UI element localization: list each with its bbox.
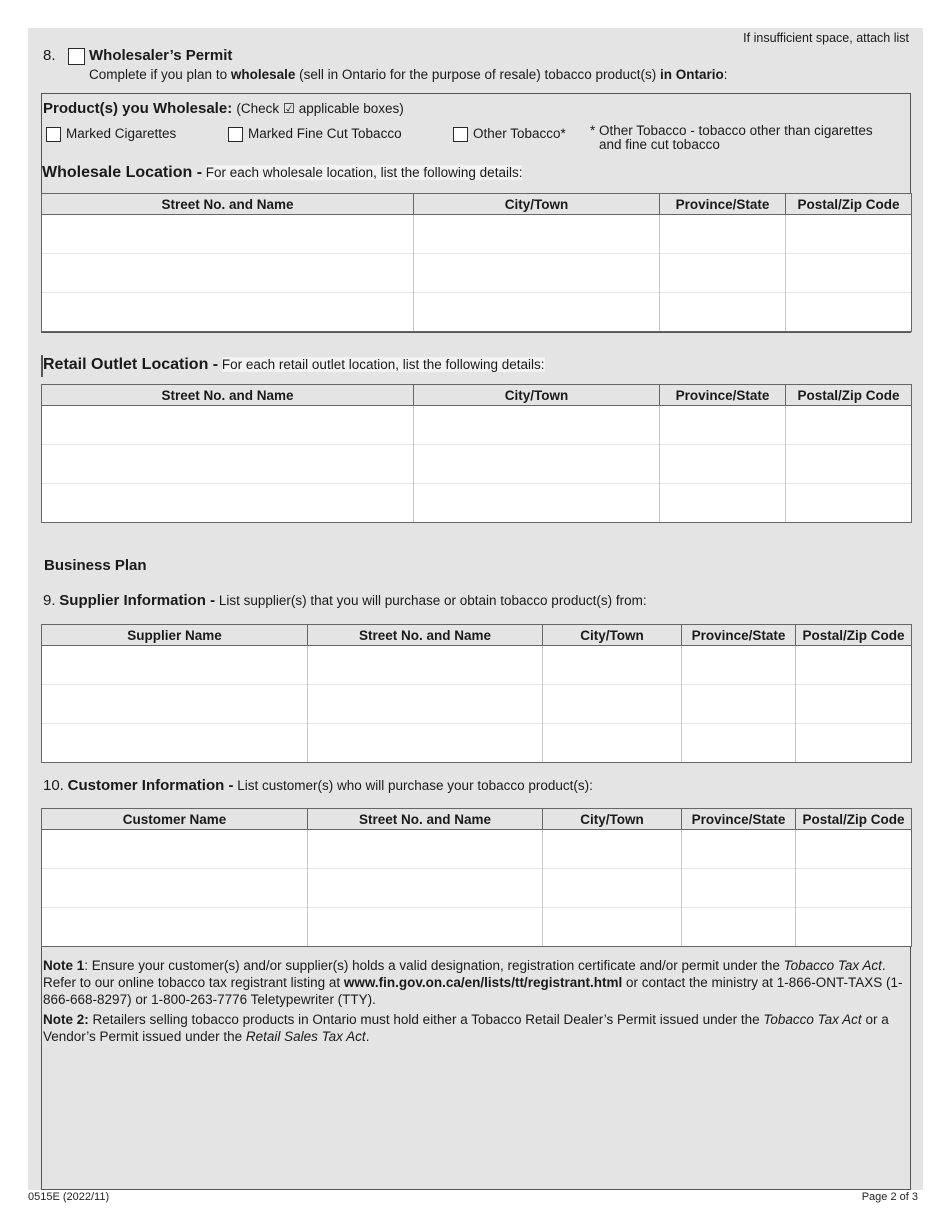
attach-list-note: If insufficient space, attach list — [743, 31, 909, 45]
customer-table — [41, 808, 912, 947]
input-cell[interactable] — [42, 254, 414, 293]
column-header: Postal/Zip Code — [796, 809, 912, 830]
table-header-row — [42, 625, 912, 646]
input-cell[interactable] — [42, 406, 414, 445]
input-cell[interactable] — [308, 869, 543, 908]
input-cell[interactable] — [414, 406, 660, 445]
table-row — [42, 406, 912, 445]
input-cell[interactable] — [308, 646, 543, 685]
input-cell[interactable] — [308, 908, 543, 947]
column-header: Street No. and Name — [308, 809, 543, 830]
table-header-row — [42, 809, 912, 830]
column-header: Province/State — [682, 809, 796, 830]
other-tobacco-checkbox[interactable] — [453, 127, 468, 142]
input-cell[interactable] — [786, 293, 912, 332]
input-cell[interactable] — [308, 685, 543, 724]
input-cell[interactable] — [796, 869, 912, 908]
column-header: Customer Name — [42, 809, 308, 830]
page-number: Page 2 of 3 — [861, 1191, 918, 1203]
input-cell[interactable] — [42, 293, 414, 332]
products-heading: Product(s) you Wholesale: (Check ☑ applicable boxes) — [43, 100, 404, 117]
table-row — [42, 724, 912, 763]
input-cell[interactable] — [42, 869, 308, 908]
input-cell[interactable] — [414, 445, 660, 484]
input-cell[interactable] — [682, 724, 796, 763]
input-cell[interactable] — [660, 254, 786, 293]
column-header: City/Town — [414, 385, 660, 406]
wholesale-location-heading: Wholesale Location - For each wholesale location, list the following details: — [42, 164, 523, 181]
input-cell[interactable] — [414, 484, 660, 523]
input-cell[interactable] — [42, 215, 414, 254]
table-row — [42, 869, 912, 908]
other-tobacco-footnote: * Other Tobacco - tobacco other than cigarettes and fine cut tobacco — [590, 123, 873, 152]
input-cell[interactable] — [543, 646, 682, 685]
column-header: Street No. and Name — [42, 194, 414, 215]
input-cell[interactable] — [660, 215, 786, 254]
table-row — [42, 646, 912, 685]
customer-heading: 10. Customer Information - List customer(s) who will purchase your tobacco product(s): — [43, 777, 593, 794]
input-cell[interactable] — [543, 869, 682, 908]
supplier-table — [41, 624, 912, 763]
table-row — [42, 215, 912, 254]
table-row — [42, 685, 912, 724]
supplier-heading: 9. Supplier Information - List supplier(s) that you will purchase or obtain tobacco product(s) from: — [43, 592, 647, 609]
input-cell[interactable] — [660, 406, 786, 445]
wholesaler-permit-checkbox[interactable] — [68, 48, 85, 65]
table-row — [42, 445, 912, 484]
wholesale-location-table — [41, 193, 912, 332]
table-row — [42, 293, 912, 332]
column-header: City/Town — [543, 809, 682, 830]
input-cell[interactable] — [543, 830, 682, 869]
marked-cigarettes-checkbox[interactable] — [46, 127, 61, 142]
input-cell[interactable] — [682, 830, 796, 869]
retail-location-table — [41, 384, 912, 523]
section8-number: 8. — [43, 47, 56, 64]
input-cell[interactable] — [543, 685, 682, 724]
table-row — [42, 908, 912, 947]
table-header-row — [42, 194, 912, 215]
marked-cigarettes-label: Marked Cigarettes — [66, 126, 177, 141]
input-cell[interactable] — [543, 908, 682, 947]
input-cell[interactable] — [660, 445, 786, 484]
input-cell[interactable] — [543, 724, 682, 763]
input-cell[interactable] — [682, 685, 796, 724]
input-cell[interactable] — [414, 215, 660, 254]
input-cell[interactable] — [42, 724, 308, 763]
business-plan-heading: Business Plan — [44, 557, 147, 574]
marked-fine-cut-tobacco-checkbox[interactable] — [228, 127, 243, 142]
input-cell[interactable] — [786, 406, 912, 445]
input-cell[interactable] — [796, 685, 912, 724]
input-cell[interactable] — [682, 908, 796, 947]
table-row — [42, 484, 912, 523]
column-header: Postal/Zip Code — [796, 625, 912, 646]
input-cell[interactable] — [682, 646, 796, 685]
retail-location-heading: Retail Outlet Location - For each retail outlet location, list the following details: — [43, 356, 545, 373]
column-header: Postal/Zip Code — [786, 194, 912, 215]
input-cell[interactable] — [42, 685, 308, 724]
column-header: City/Town — [543, 625, 682, 646]
input-cell[interactable] — [796, 830, 912, 869]
input-cell[interactable] — [42, 908, 308, 947]
column-header: Postal/Zip Code — [786, 385, 912, 406]
column-header: Province/State — [660, 385, 786, 406]
table-row — [42, 254, 912, 293]
input-cell[interactable] — [414, 254, 660, 293]
column-header: City/Town — [414, 194, 660, 215]
marked-fine-cut-tobacco-label: Marked Fine Cut Tobacco — [248, 126, 402, 141]
input-cell[interactable] — [414, 293, 660, 332]
input-cell[interactable] — [42, 445, 414, 484]
input-cell[interactable] — [660, 293, 786, 332]
column-header: Province/State — [682, 625, 796, 646]
other-tobacco-label: Other Tobacco* — [473, 126, 566, 141]
note-2: Note 2: Retailers selling tobacco products in Ontario must hold either a Tobacco Retail Dealer’s Permit issued under the Tobacco Tax Act or a Vendor’s Permit issued under the Retail Sales Tax Act. — [43, 1012, 889, 1044]
table-header-row — [42, 385, 912, 406]
input-cell[interactable] — [786, 484, 912, 523]
column-header: Street No. and Name — [42, 385, 414, 406]
note-1: Note 1: Ensure your customer(s) and/or supplier(s) holds a valid designation, registration certificate and/or permit under the Tobacco Tax Act. Refer to our online tobacco tax registrant listing at www.fin.gov.on.ca/en/lists/tt/registrant.html or contact the ministry at 1-866-ONT-TAXS (1-866-668-8297) or 1-800-263-7776 Teletypewriter (TTY). — [43, 958, 903, 1007]
form-code: 0515E (2022/11) — [28, 1191, 110, 1203]
section8-title: Wholesaler’s Permit — [89, 47, 233, 64]
input-cell[interactable] — [660, 484, 786, 523]
table-row — [42, 830, 912, 869]
input-cell[interactable] — [42, 830, 308, 869]
input-cell[interactable] — [786, 215, 912, 254]
column-header: Supplier Name — [42, 625, 308, 646]
input-cell[interactable] — [308, 724, 543, 763]
input-cell[interactable] — [42, 646, 308, 685]
input-cell[interactable] — [786, 254, 912, 293]
section8-description: Complete if you plan to wholesale (sell in Ontario for the purpose of resale) tobacco product(s) in Ontario: — [89, 67, 728, 82]
input-cell[interactable] — [682, 869, 796, 908]
input-cell[interactable] — [42, 484, 414, 523]
column-header: Street No. and Name — [308, 625, 543, 646]
column-header: Province/State — [660, 194, 786, 215]
input-cell[interactable] — [796, 724, 912, 763]
input-cell[interactable] — [786, 445, 912, 484]
input-cell[interactable] — [308, 830, 543, 869]
input-cell[interactable] — [796, 646, 912, 685]
input-cell[interactable] — [796, 908, 912, 947]
